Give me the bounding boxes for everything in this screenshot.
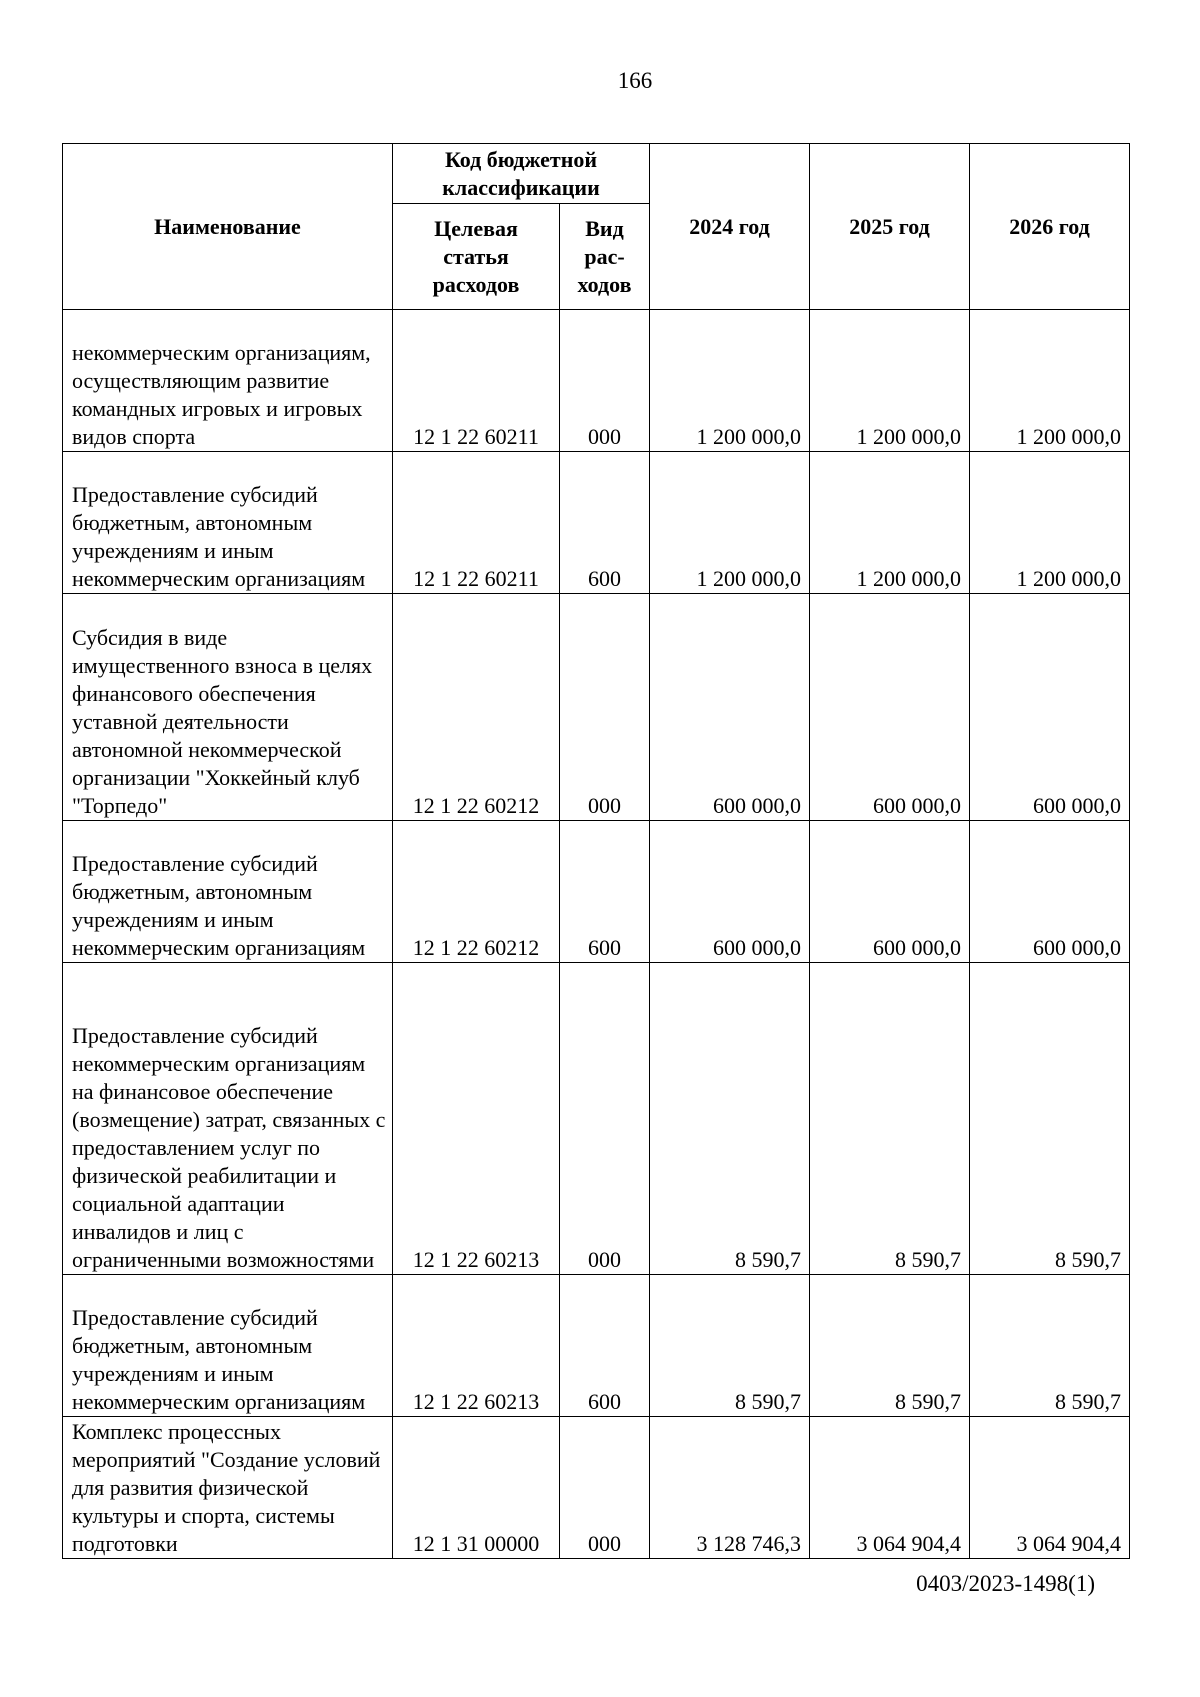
header-year-2025: 2025 год	[810, 144, 970, 310]
table-row	[63, 821, 1130, 963]
row-value-2025-cell: 600 000,0	[810, 594, 970, 821]
row-expense-type-cell: 600	[560, 452, 650, 594]
row-name-cell: Предоставление субсидий некоммерческим организациям на финансовое обеспечение (возмещение) затрат, связанных с предоставлением услуг по физической реабилитации и социальной адаптации инвалидов и лиц с ограниченными возможностями	[63, 963, 393, 1275]
header-target-article: Целевая статья расходов	[393, 204, 560, 310]
row-value-2024-cell: 600 000,0	[650, 594, 810, 821]
row-expense-type-cell: 000	[560, 594, 650, 821]
header-name: Наименование	[63, 144, 393, 310]
row-target-article-cell: 12 1 22 60212	[393, 821, 560, 963]
row-value-2026-cell: 1 200 000,0	[970, 452, 1130, 594]
row-value-2025-cell: 1 200 000,0	[810, 452, 970, 594]
table-row	[63, 1417, 1130, 1559]
table-row	[63, 594, 1130, 821]
row-value-2024-cell: 3 128 746,3	[650, 1417, 810, 1559]
table-row	[63, 452, 1130, 594]
row-expense-type-cell: 600	[560, 1275, 650, 1417]
row-value-2025-cell: 8 590,7	[810, 1275, 970, 1417]
row-value-2025-cell: 600 000,0	[810, 821, 970, 963]
row-value-2026-cell: 3 064 904,4	[970, 1417, 1130, 1559]
row-expense-type-cell: 000	[560, 1417, 650, 1559]
row-name-cell: Комплекс процессных мероприятий "Создание условий для развития физической культуры и спорта, системы подготовки	[63, 1417, 393, 1559]
row-target-article-cell: 12 1 22 60211	[393, 310, 560, 452]
row-name-cell: Предоставление субсидий бюджетным, автономным учреждениям и иным некоммерческим организациям	[63, 821, 393, 963]
row-value-2024-cell: 1 200 000,0	[650, 310, 810, 452]
row-target-article-cell: 12 1 22 60213	[393, 963, 560, 1275]
row-name-cell: Предоставление субсидий бюджетным, автономным учреждениям и иным некоммерческим организациям	[63, 1275, 393, 1417]
table-header	[63, 144, 1130, 310]
row-expense-type-cell: 600	[560, 821, 650, 963]
row-value-2026-cell: 1 200 000,0	[970, 310, 1130, 452]
row-expense-type-cell: 000	[560, 310, 650, 452]
row-value-2025-cell: 1 200 000,0	[810, 310, 970, 452]
row-expense-type-cell: 000	[560, 963, 650, 1275]
row-target-article-cell: 12 1 22 60213	[393, 1275, 560, 1417]
row-name-cell: Субсидия в виде имущественного взноса в целях финансового обеспечения уставной деятельности автономной некоммерческой организации "Хоккейный клуб "Торпедо"	[63, 594, 393, 821]
document-number: 0403/2023-1498(1)	[916, 1571, 1095, 1596]
header-expense-type: Вид рас-ходов	[560, 204, 650, 310]
row-value-2026-cell: 600 000,0	[970, 821, 1130, 963]
header-year-2024: 2024 год	[650, 144, 810, 310]
table-row	[63, 963, 1130, 1275]
table-row	[63, 1275, 1130, 1417]
row-name-cell: Предоставление субсидий бюджетным, автономным учреждениям и иным некоммерческим организациям	[63, 452, 393, 594]
table-body	[63, 310, 1130, 1559]
row-value-2024-cell: 1 200 000,0	[650, 452, 810, 594]
budget-table	[62, 143, 1130, 1559]
row-value-2024-cell: 600 000,0	[650, 821, 810, 963]
row-target-article-cell: 12 1 22 60211	[393, 452, 560, 594]
row-value-2025-cell: 8 590,7	[810, 963, 970, 1275]
row-value-2026-cell: 600 000,0	[970, 594, 1130, 821]
row-name-cell: некоммерческим организациям, осуществляющим развитие командных игровых и игровых видов спорта	[63, 310, 393, 452]
page-number: 166	[617, 68, 653, 93]
header-budget-code: Код бюджетной классификации	[393, 144, 650, 204]
row-value-2024-cell: 8 590,7	[650, 963, 810, 1275]
row-value-2026-cell: 8 590,7	[970, 963, 1130, 1275]
row-target-article-cell: 12 1 22 60212	[393, 594, 560, 821]
row-target-article-cell: 12 1 31 00000	[393, 1417, 560, 1559]
table-row	[63, 310, 1130, 452]
row-value-2024-cell: 8 590,7	[650, 1275, 810, 1417]
row-value-2025-cell: 3 064 904,4	[810, 1417, 970, 1559]
header-year-2026: 2026 год	[970, 144, 1130, 310]
row-value-2026-cell: 8 590,7	[970, 1275, 1130, 1417]
